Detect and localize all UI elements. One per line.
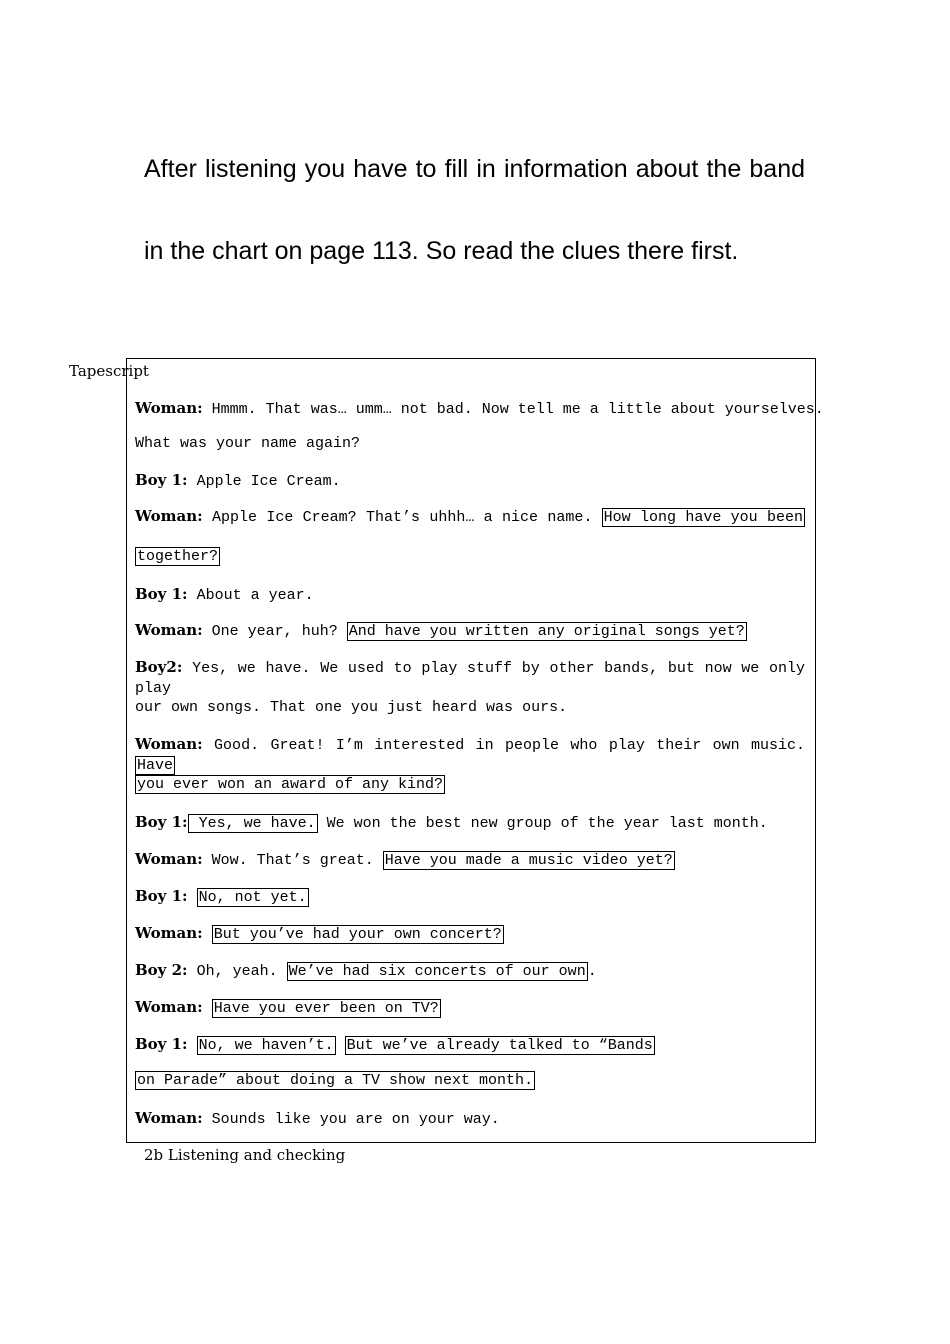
dialogue-line: [135, 997, 805, 1019]
line-text: our own songs. That one you just heard was ours.: [135, 699, 568, 716]
line-text: Sounds like you are on your way.: [202, 1111, 500, 1128]
speaker: Woman:: [135, 924, 203, 942]
dialogue-line: [135, 698, 805, 718]
dialogue-line: [135, 398, 824, 420]
boxed-answer: Yes, we have.: [189, 815, 316, 832]
boxed-answer: But we’ve already talked to “Bands: [346, 1037, 653, 1054]
boxed-answer: No, we haven’t.: [198, 1037, 334, 1054]
line-text: Yes, we have. We used to play stuff by other bands, but now we only play: [135, 660, 805, 697]
boxed-question: Have you made a music video yet?: [384, 852, 673, 869]
speaker: Woman:: [135, 850, 203, 868]
speaker: Boy2:: [135, 658, 183, 676]
boxed-question: How long have you been: [603, 509, 803, 526]
dialogue-line: [135, 886, 805, 908]
speaker: Woman:: [135, 735, 203, 753]
boxed-question: Have you ever been on TV?: [213, 1000, 439, 1017]
boxed-question: you ever won an award of any kind?: [137, 776, 444, 793]
dialogue-line: [135, 812, 805, 834]
speaker: Woman:: [135, 998, 203, 1016]
speaker: Boy 1:: [135, 813, 188, 831]
dialogue-line: [135, 1034, 805, 1056]
line-text: Apple Ice Cream.: [187, 473, 341, 490]
dialogue-line: [135, 657, 805, 699]
dialogue-line: [135, 584, 805, 606]
boxed-question: And have you written any original songs yet?: [348, 623, 745, 640]
section-heading: 2b Listening and checking: [144, 1146, 346, 1164]
boxed-question: But you’ve had your own concert?: [213, 926, 502, 943]
boxed-question: Have: [137, 757, 174, 774]
speaker: Boy 1:: [135, 585, 188, 603]
tapescript-label: Tapescript: [69, 362, 149, 380]
line-text: Oh, yeah.: [187, 963, 287, 980]
dialogue-line: [135, 734, 805, 776]
dialogue-line: [135, 960, 805, 982]
dialogue-line: [135, 1108, 805, 1130]
line-text: Wow. That’s great.: [202, 852, 383, 869]
boxed-question: together?: [137, 548, 219, 565]
dialogue-line: [135, 620, 805, 642]
dialogue-line: [135, 434, 805, 454]
speaker: Woman:: [135, 1109, 203, 1127]
boxed-answer: We’ve had six concerts of our own: [288, 963, 586, 980]
intro-paragraph: After listening you have to fill in information about the band in the chart on page 113. So read the clues there first.: [144, 155, 805, 265]
dialogue-line: [135, 775, 805, 795]
dialogue-line: [135, 470, 805, 492]
speaker: Boy 1:: [135, 1035, 188, 1053]
dialogue-line: [135, 506, 805, 528]
boxed-answer: No, not yet.: [198, 889, 307, 906]
dialogue-line: [135, 547, 805, 567]
boxed-answer: on Parade” about doing a TV show next month.: [137, 1072, 534, 1089]
speaker: Woman:: [135, 507, 203, 525]
line-text: Good. Great! I’m interested in people who play their own music.: [202, 737, 805, 754]
line-text: We won the best new group of the year last month.: [317, 815, 768, 832]
line-text: .: [587, 963, 597, 980]
line-text: One year, huh?: [202, 623, 347, 640]
line-text: Hmmm. That was… umm… not bad. Now tell me a little about yourselves.: [202, 401, 824, 418]
line-text: What was your name again?: [135, 435, 361, 452]
speaker: Boy 2:: [135, 961, 188, 979]
speaker: Boy 1:: [135, 471, 188, 489]
speaker: Woman:: [135, 399, 203, 417]
speaker: Woman:: [135, 621, 203, 639]
speaker: Boy 1:: [135, 887, 188, 905]
dialogue-line: [135, 849, 805, 871]
dialogue-line: [135, 923, 805, 945]
line-text: About a year.: [187, 587, 314, 604]
line-text: Apple Ice Cream? That’s uhhh… a nice name.: [202, 509, 602, 526]
dialogue-line: [135, 1071, 805, 1091]
